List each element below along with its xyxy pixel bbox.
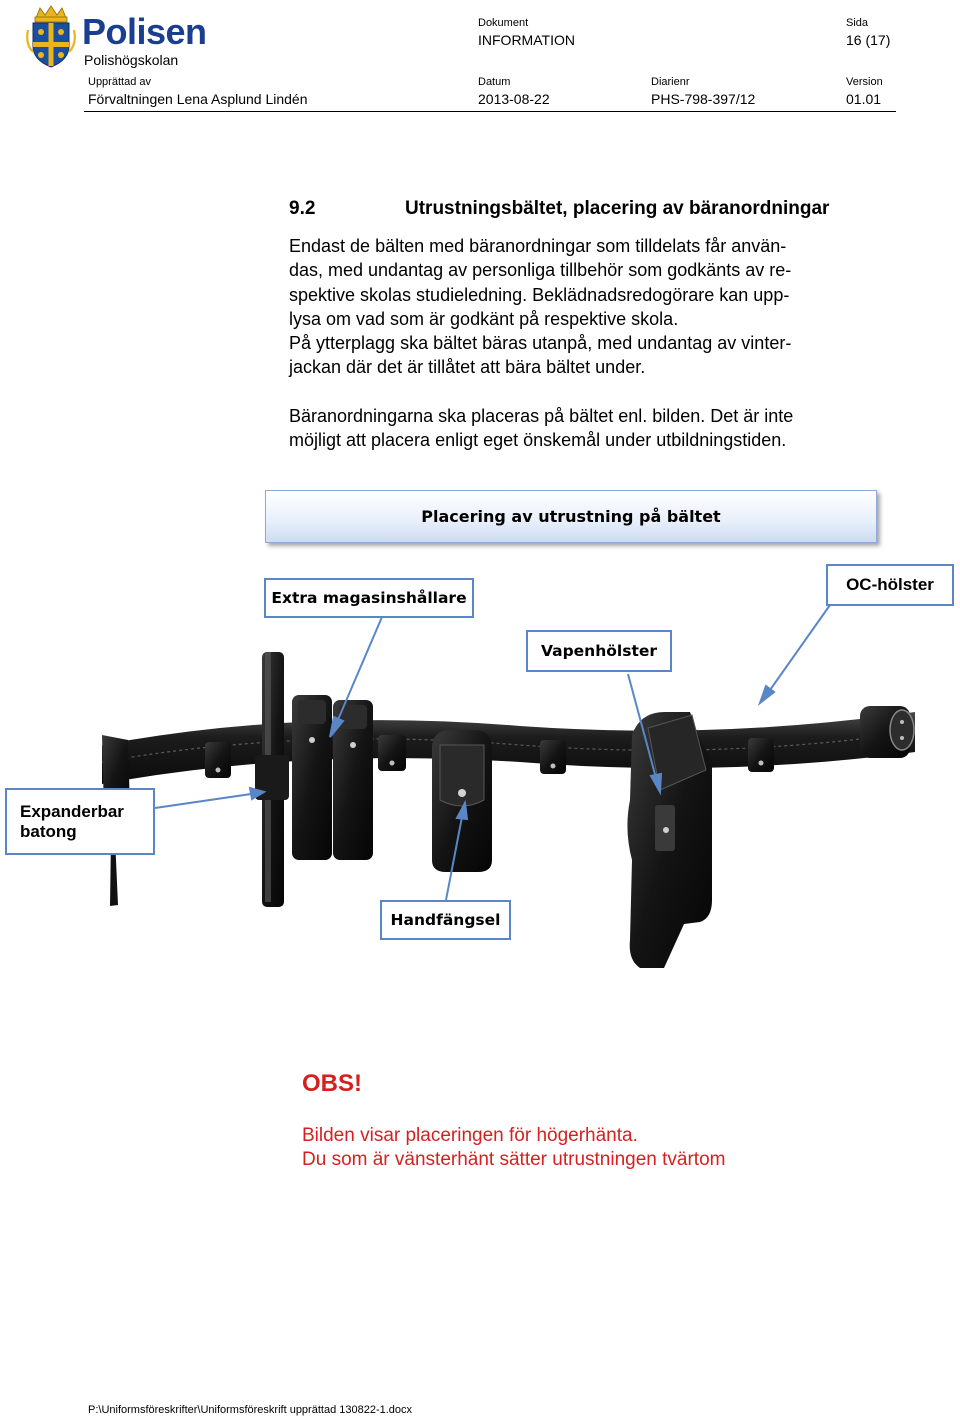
document-value: INFORMATION	[478, 32, 575, 48]
label-handcuffs: Handfängsel	[380, 900, 511, 940]
brand-name: Polisen	[82, 11, 207, 52]
body-paragraph-1	[289, 234, 899, 380]
body-line: jackan där det är tillåtet att bära bältet under.	[289, 357, 646, 378]
label-expandable-baton	[5, 788, 155, 855]
version-value: 01.01	[846, 91, 882, 107]
version-label: Version	[846, 76, 883, 88]
notice-heading: OBS!	[302, 1070, 362, 1097]
body-line: das, med undantag av personliga tillbehör som godkänts av re-	[289, 260, 792, 281]
notice-line-1: Bilden visar placeringen för högerhänta.	[302, 1125, 638, 1146]
section-number: 9.2	[289, 198, 316, 219]
date-value: 2013-08-22	[478, 91, 550, 107]
document-label: Dokument	[478, 17, 529, 29]
label-weapon-holster: Vapenhölster	[526, 630, 672, 672]
author-label: Upprättad av	[88, 76, 151, 88]
footer-file-path: P:\Uniformsföreskrifter\Uniformsföreskrift upprättad 130822-1.docx	[88, 1404, 413, 1416]
header-divider	[84, 111, 896, 112]
figure-title: Placering av utrustning på bältet	[265, 490, 877, 543]
brand-unit: Polishögskolan	[84, 52, 179, 68]
body-line: spektive skolas studieledning. Beklädnadsredogörare kan upp-	[289, 284, 790, 305]
body-paragraph-2	[289, 404, 899, 453]
page-value: 16 (17)	[846, 32, 891, 48]
label-extra-magazine-holder: Extra magasinshållare	[264, 578, 474, 618]
date-label: Datum	[478, 76, 511, 88]
body-line: lysa om vad som är godkänt på respektive skola.	[289, 308, 679, 329]
page-label: Sida	[846, 17, 869, 29]
label-oc-holster: OC-hölster	[826, 564, 954, 606]
body-line: Bäranordningarna ska placeras på bältet enl. bilden. Det är inte	[289, 406, 794, 426]
notice-line-2: Du som är vänsterhänt sätter utrustningen tvärtom	[302, 1149, 726, 1170]
diarienr-value: PHS-798-397/12	[651, 91, 756, 107]
diarienr-label: Diarienr	[651, 76, 690, 88]
body-line: Endast de bälten med bäranordningar som tilldelats får använ-	[289, 236, 787, 256]
body-line: På ytterplagg ska bältet bäras utanpå, med undantag av vinter-	[289, 333, 792, 354]
label-expandable-baton-line1: Expanderbar	[20, 801, 124, 821]
section-title: Utrustningsbältet, placering av bäranordningar	[405, 198, 830, 219]
label-expandable-baton-line2: batong	[20, 821, 77, 841]
body-line: möjligt att placera enligt eget önskemål under utbildningstiden.	[289, 430, 787, 451]
police-crest-logo	[24, 4, 78, 70]
author-value: Förvaltningen Lena Asplund Lindén	[88, 91, 308, 107]
